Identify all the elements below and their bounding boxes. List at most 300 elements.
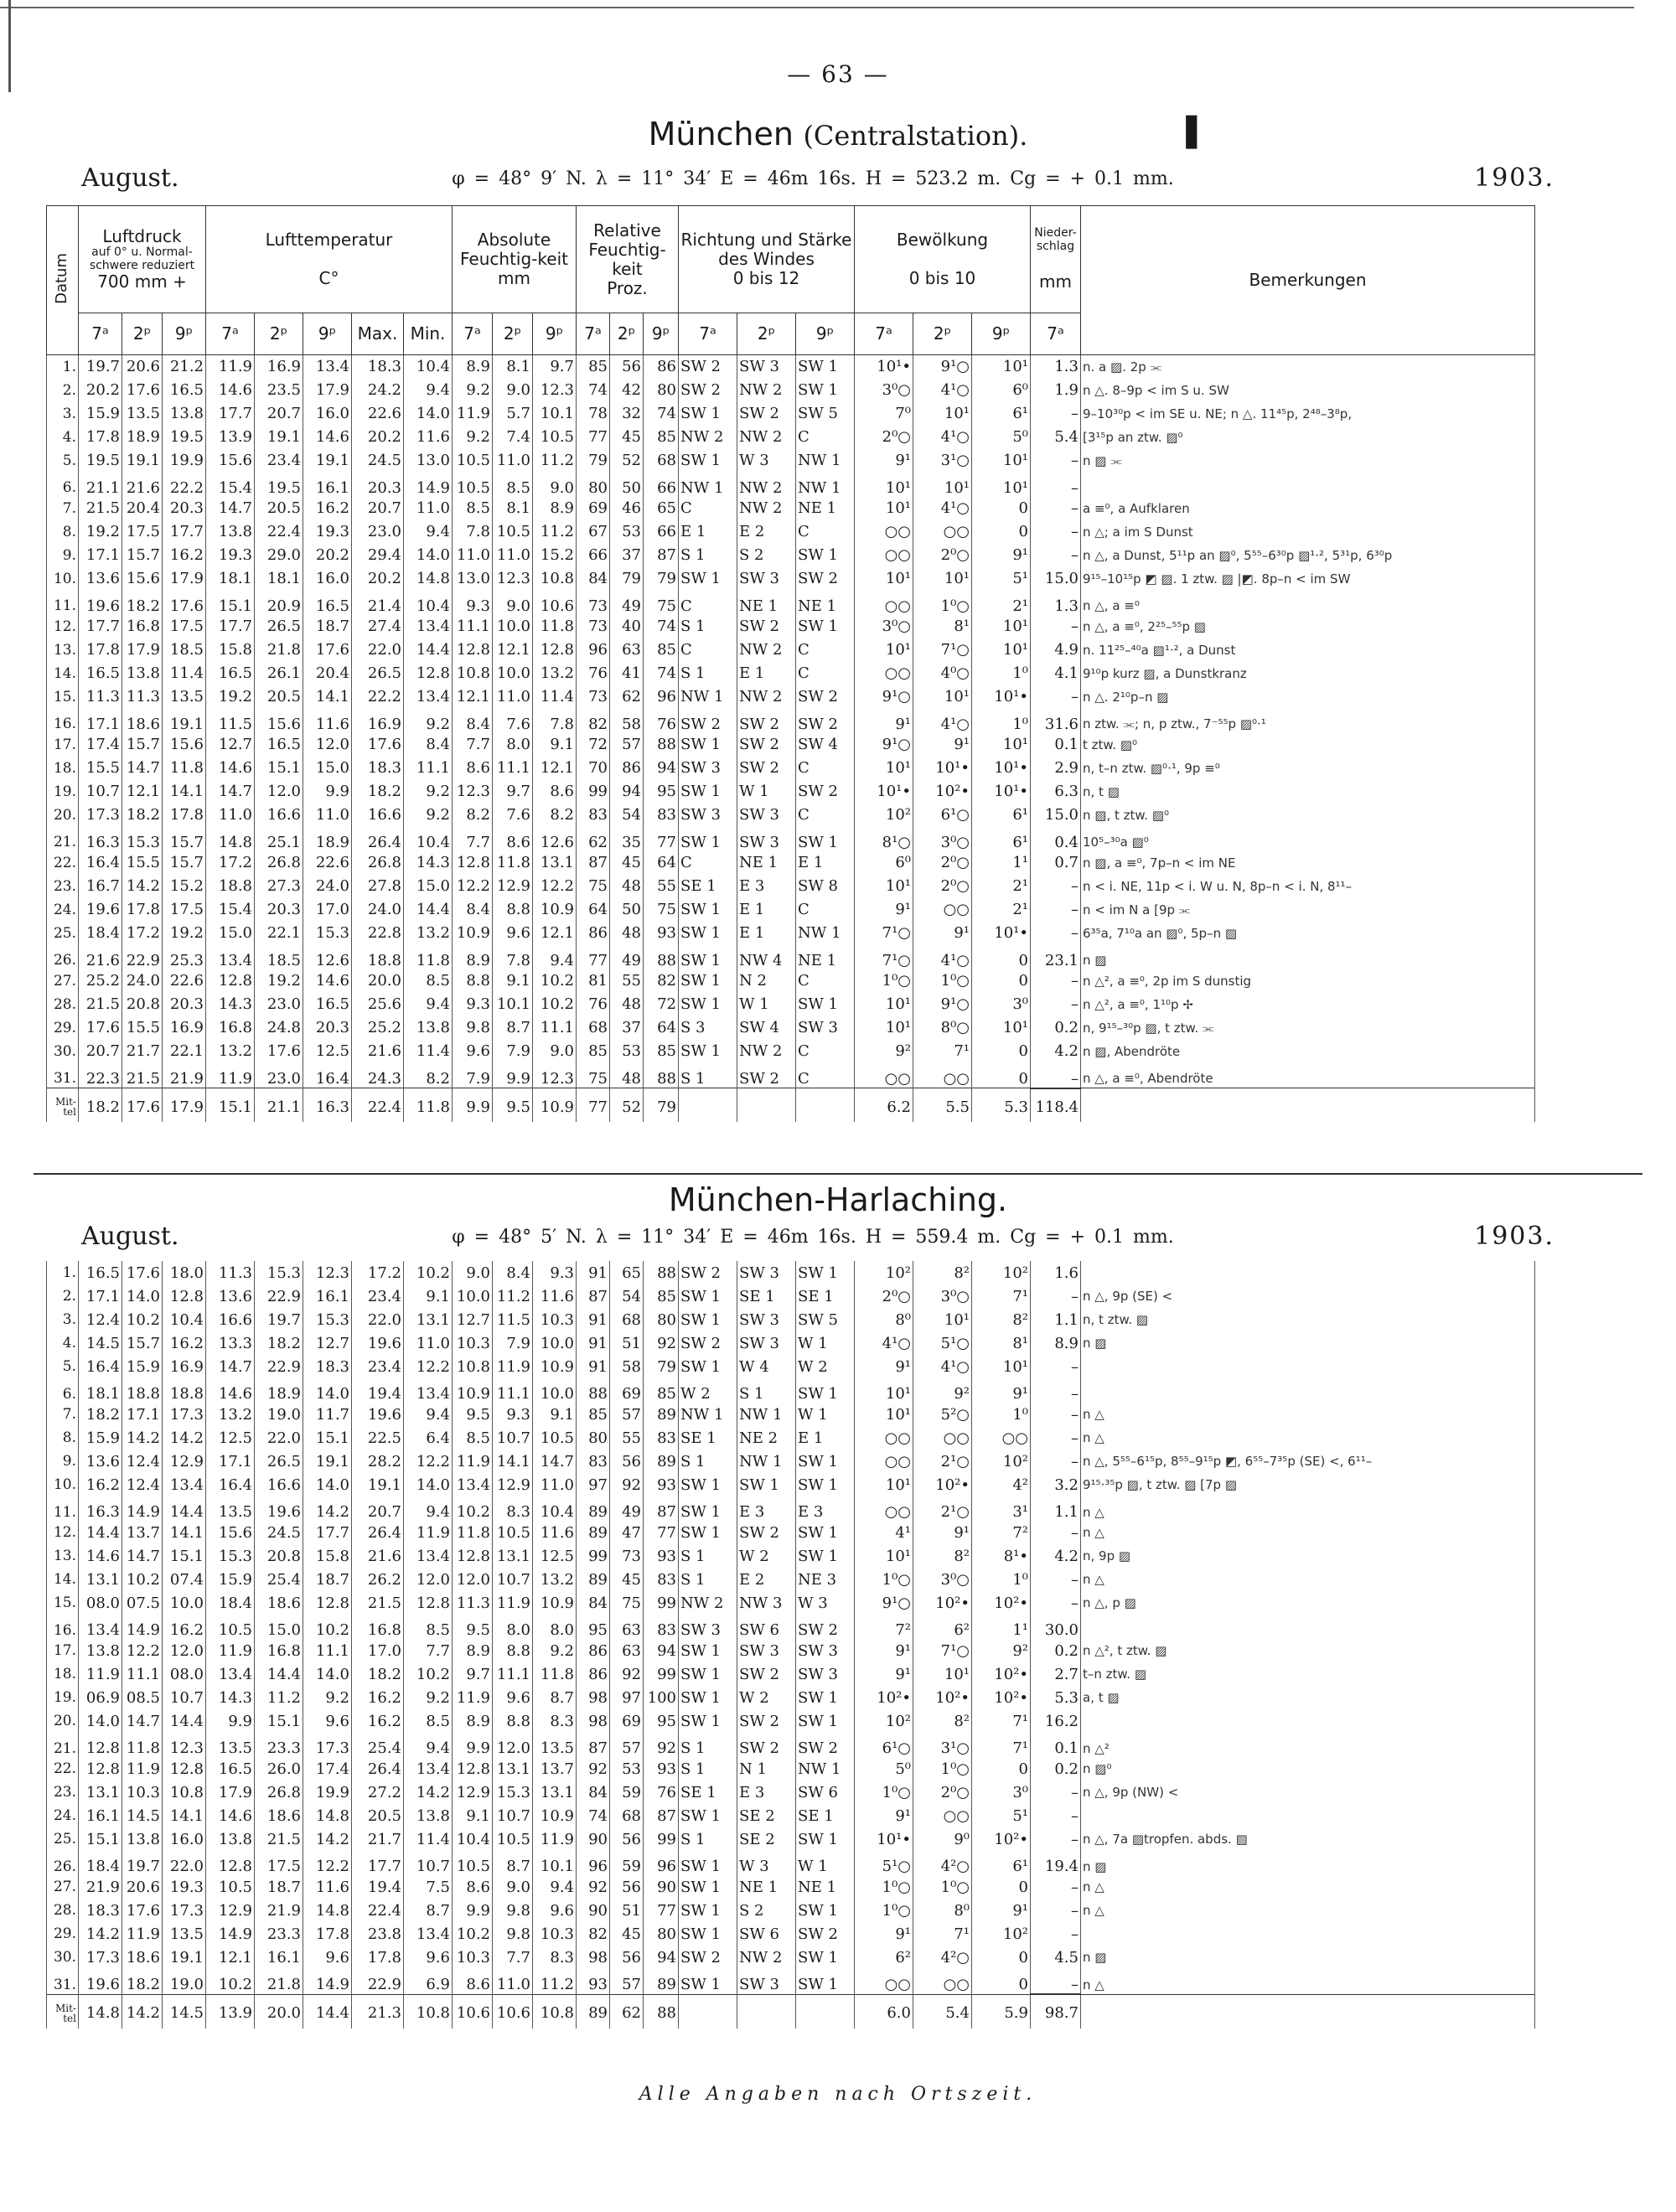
data-cell: 17.9	[122, 638, 163, 662]
data-cell: 22.4	[255, 520, 303, 544]
data-cell: 16.2	[163, 1615, 206, 1639]
data-cell: 10.0	[493, 662, 533, 685]
data-cell: ○○	[855, 662, 913, 685]
data-cell: 74	[644, 662, 679, 685]
data-cell: 14.4	[404, 898, 453, 922]
col-9p: 9ᵖ	[533, 313, 577, 355]
data-cell: 15.7	[122, 1331, 163, 1355]
table-row	[47, 1496, 1535, 1521]
data-cell: 14.3	[404, 851, 453, 875]
data-cell: 0.2	[1031, 1757, 1081, 1780]
data-cell: 13.5	[163, 1922, 206, 1946]
day-cell: 12.	[47, 1521, 79, 1544]
remark-cell: n △, a ≡⁰	[1081, 591, 1535, 615]
data-cell: NE 1	[737, 591, 796, 615]
data-cell: 13.2	[206, 1040, 255, 1063]
data-cell: 17.3	[79, 1946, 122, 1969]
data-cell: 24.0	[303, 875, 352, 898]
data-cell: 9.2	[404, 709, 453, 733]
mittel-cell: 10.9	[533, 1088, 577, 1123]
data-cell: 13.5	[206, 1733, 255, 1757]
data-cell: 8.3	[533, 1946, 577, 1969]
data-cell: 11.3	[79, 685, 122, 709]
data-cell: S 1	[737, 1378, 796, 1403]
data-cell: 22.9	[255, 1355, 303, 1378]
col-7a: 7ᵃ	[453, 313, 493, 355]
data-cell: 12.8	[453, 638, 493, 662]
data-cell: 10.9	[453, 922, 493, 945]
data-cell: 15.7	[122, 544, 163, 567]
data-cell: 15.3	[122, 827, 163, 851]
data-cell: 10.2	[122, 1568, 163, 1591]
data-cell: 22.6	[303, 851, 352, 875]
remark-cell	[1081, 473, 1535, 497]
data-cell: SW 3	[796, 1662, 855, 1686]
data-cell: SW 1	[679, 1686, 737, 1709]
data-cell: 9.4	[533, 945, 577, 969]
table-row	[47, 379, 1535, 402]
day-cell: 2.	[47, 379, 79, 402]
data-cell: 14.0	[404, 402, 453, 426]
data-cell: 10.5	[453, 1851, 493, 1875]
mittel-cell: 5.4	[913, 1994, 972, 2029]
data-cell: 13.6	[79, 567, 122, 591]
data-cell: 9¹	[913, 922, 972, 945]
day-cell: 17.	[47, 733, 79, 757]
data-cell: NW 1	[796, 449, 855, 473]
data-cell: 0	[972, 1757, 1031, 1780]
data-cell: 9.9	[453, 1899, 493, 1922]
data-cell: NW 1	[679, 685, 737, 709]
day-cell: 31.	[47, 1969, 79, 1994]
data-cell: 11.1	[493, 757, 533, 780]
data-cell: SW 1	[679, 567, 737, 591]
remark-cell	[1081, 1261, 1535, 1284]
data-cell: 8.9	[533, 497, 577, 520]
remark-cell: n △, p ▨	[1081, 1591, 1535, 1615]
col-7a: 7ᵃ	[577, 313, 610, 355]
data-cell: SW 1	[796, 379, 855, 402]
data-cell: 80	[644, 1308, 679, 1331]
data-cell: 18.2	[122, 1969, 163, 1994]
data-cell: SW 1	[679, 1899, 737, 1922]
data-cell: E 1	[679, 520, 737, 544]
data-cell: 21.5	[79, 993, 122, 1016]
data-cell: C	[796, 969, 855, 993]
data-cell: 4¹○	[913, 497, 972, 520]
data-cell: 85	[577, 355, 610, 379]
day-cell: 4.	[47, 426, 79, 449]
data-cell: 14.9	[122, 1496, 163, 1521]
data-cell: 9.1	[533, 733, 577, 757]
data-cell: 07.4	[163, 1568, 206, 1591]
data-cell: 14.2	[122, 875, 163, 898]
data-cell: 17.6	[122, 1899, 163, 1922]
data-cell: 20.0	[352, 969, 404, 993]
data-cell: 18.1	[206, 567, 255, 591]
data-cell: 7¹○	[913, 1639, 972, 1662]
data-cell: 0.4	[1031, 827, 1081, 851]
data-cell: 9.1	[453, 1804, 493, 1827]
data-cell: –	[1031, 615, 1081, 638]
day-cell: 24.	[47, 1804, 79, 1827]
mittel-cell: 118.4	[1031, 1088, 1081, 1123]
data-cell: 15.1	[79, 1827, 122, 1851]
day-cell: 3.	[47, 402, 79, 426]
data-cell: 4¹○	[855, 1331, 913, 1355]
data-cell: 11.2	[533, 1969, 577, 1994]
data-cell: 15.2	[163, 875, 206, 898]
data-cell: 1⁰	[972, 662, 1031, 685]
data-cell: 10²•	[913, 1473, 972, 1496]
data-cell: 15.0	[1031, 804, 1081, 827]
table-row	[47, 1757, 1535, 1780]
data-cell: 19.1	[303, 449, 352, 473]
data-cell: SW 1	[679, 1308, 737, 1331]
data-cell: SW 1	[679, 945, 737, 969]
table-row	[47, 922, 1535, 945]
data-cell: SW 1	[679, 1521, 737, 1544]
data-cell: C	[796, 638, 855, 662]
mittel-cell: 16.3	[303, 1088, 352, 1123]
data-cell: 8.4	[453, 898, 493, 922]
data-cell: 35	[610, 827, 644, 851]
data-cell: 18.3	[352, 757, 404, 780]
data-cell: 22.5	[352, 1426, 404, 1450]
data-cell: N 2	[737, 969, 796, 993]
data-cell: 10.8	[533, 567, 577, 591]
data-cell: 20.3	[352, 473, 404, 497]
data-cell: 8.9	[453, 355, 493, 379]
data-cell: 12.1	[122, 780, 163, 804]
section2-header-line	[71, 1222, 1554, 1255]
day-cell: 19.	[47, 780, 79, 804]
data-cell: SW 1	[796, 355, 855, 379]
data-cell: 2¹○	[913, 1496, 972, 1521]
data-cell: 08.0	[79, 1591, 122, 1615]
data-cell: SW 3	[737, 567, 796, 591]
table-row	[47, 1544, 1535, 1568]
data-cell: ○○	[913, 1063, 972, 1088]
data-cell: SW 1	[679, 1709, 737, 1733]
data-cell: 12.8	[206, 969, 255, 993]
data-cell: 10.0	[533, 1378, 577, 1403]
table-row	[47, 449, 1535, 473]
temp-header: Lufttemperatur C°	[206, 206, 453, 313]
table-row	[47, 1615, 1535, 1639]
data-cell: NW 3	[737, 1591, 796, 1615]
data-cell: 08.0	[163, 1662, 206, 1686]
data-cell: W 3	[737, 1851, 796, 1875]
data-cell: W 2	[737, 1544, 796, 1568]
day-cell: 21.	[47, 1733, 79, 1757]
data-cell: 8.8	[493, 1709, 533, 1733]
data-cell: 94	[644, 1946, 679, 1969]
col-2p: 2ᵖ	[122, 313, 163, 355]
data-cell: 10¹	[855, 757, 913, 780]
data-cell: 93	[644, 922, 679, 945]
data-cell: 66	[644, 473, 679, 497]
mittel-cell: 21.1	[255, 1088, 303, 1123]
data-cell: 13.7	[533, 1757, 577, 1780]
data-cell: 6²	[855, 1946, 913, 1969]
data-cell: 18.7	[303, 615, 352, 638]
table-row	[47, 1040, 1535, 1063]
data-cell: C	[796, 757, 855, 780]
data-cell: 22.8	[352, 922, 404, 945]
data-cell: 16.7	[79, 875, 122, 898]
data-cell: 9.1	[493, 969, 533, 993]
data-cell: 0	[972, 1946, 1031, 1969]
data-cell: 9²	[913, 1378, 972, 1403]
remark-cell: n, t ▨	[1081, 780, 1535, 804]
data-cell: SW 1	[679, 969, 737, 993]
data-cell: 22.9	[352, 1969, 404, 1994]
data-cell: 26.1	[255, 662, 303, 685]
data-cell: SW 1	[679, 1040, 737, 1063]
data-cell: 84	[577, 1780, 610, 1804]
data-cell: 13.7	[122, 1521, 163, 1544]
table-row	[47, 1969, 1535, 1994]
data-cell: 12.9	[493, 1473, 533, 1496]
data-cell: 16.2	[163, 544, 206, 567]
data-cell: 7.6	[493, 709, 533, 733]
data-cell: 3⁰○	[913, 827, 972, 851]
data-cell: 11.7	[303, 1403, 352, 1426]
data-cell: 9.6	[493, 922, 533, 945]
data-cell: 12.1	[533, 922, 577, 945]
data-cell: 4¹○	[913, 945, 972, 969]
data-cell: 5¹○	[913, 1331, 972, 1355]
data-cell: 10.4	[404, 355, 453, 379]
data-cell: 10.5	[533, 426, 577, 449]
data-cell: SW 3	[796, 1639, 855, 1662]
data-cell: 10²•	[913, 780, 972, 804]
data-cell: C	[796, 520, 855, 544]
data-cell: 10.9	[533, 898, 577, 922]
data-cell: 12.6	[533, 827, 577, 851]
data-cell: 15.8	[303, 1544, 352, 1568]
data-cell: 47	[610, 1521, 644, 1544]
data-cell: 69	[577, 497, 610, 520]
data-cell: 11.6	[533, 1521, 577, 1544]
day-cell: 28.	[47, 1899, 79, 1922]
data-cell: 75	[644, 898, 679, 922]
data-cell: 10.7	[79, 780, 122, 804]
data-cell: 13.1	[533, 851, 577, 875]
data-cell: 16.4	[79, 851, 122, 875]
remark-cell: n. a ▨. 2p ⫘	[1081, 355, 1535, 379]
mittel-cell: 98.7	[1031, 1994, 1081, 2029]
data-cell: 16.2	[79, 1473, 122, 1496]
data-cell: SW 3	[679, 804, 737, 827]
data-cell: 13.5	[533, 1733, 577, 1757]
mittel-empty-cell	[737, 1088, 796, 1123]
data-cell: 8.7	[533, 1686, 577, 1709]
table-row	[47, 1851, 1535, 1875]
data-cell: 0	[972, 1040, 1031, 1063]
table-row	[47, 1662, 1535, 1686]
abs-header: Absolute Feuchtig-keit mm	[453, 206, 577, 313]
data-cell: 17.1	[79, 1284, 122, 1308]
data-cell: 5¹	[972, 1804, 1031, 1827]
data-cell: 9¹	[972, 544, 1031, 567]
col-max: Max.	[352, 313, 404, 355]
data-cell: 3¹○	[913, 1733, 972, 1757]
data-cell: 90	[577, 1827, 610, 1851]
data-cell: 65	[644, 497, 679, 520]
data-cell: –	[1031, 1804, 1081, 1827]
data-cell: 24.8	[255, 1016, 303, 1040]
data-cell: 10.5	[453, 473, 493, 497]
data-cell: 17.5	[255, 1851, 303, 1875]
data-cell: 7¹	[972, 1284, 1031, 1308]
data-cell: C	[796, 1040, 855, 1063]
data-cell: 13.6	[79, 1450, 122, 1473]
data-cell: 7¹	[913, 1922, 972, 1946]
data-cell: 18.6	[255, 1591, 303, 1615]
data-cell: –	[1031, 969, 1081, 993]
mittel-cell: 11.8	[404, 1088, 453, 1123]
data-cell: 11.1	[303, 1639, 352, 1662]
mittel-cell: 9.9	[453, 1088, 493, 1123]
table-row	[47, 520, 1535, 544]
data-cell: 11.9	[206, 1639, 255, 1662]
data-cell: 11.9	[453, 1686, 493, 1709]
data-cell: 10.9	[533, 1355, 577, 1378]
data-cell: 18.8	[163, 1378, 206, 1403]
data-cell: 9¹○	[913, 993, 972, 1016]
data-cell: 6¹	[972, 804, 1031, 827]
data-cell: 14.4	[79, 1521, 122, 1544]
data-cell: NW 2	[737, 426, 796, 449]
data-cell: 45	[610, 1922, 644, 1946]
data-cell: SW 1	[679, 898, 737, 922]
data-cell: NE 1	[737, 851, 796, 875]
table-row	[47, 1827, 1535, 1851]
table-row	[47, 1733, 1535, 1757]
data-cell: 81	[577, 969, 610, 993]
table-row	[47, 1709, 1535, 1733]
data-cell: 16.0	[303, 567, 352, 591]
data-cell: 54	[610, 1284, 644, 1308]
data-cell: 11.8	[163, 757, 206, 780]
data-cell: SW 1	[679, 733, 737, 757]
data-cell: 88	[577, 1378, 610, 1403]
data-cell: 19.3	[163, 1875, 206, 1899]
data-cell: 7.9	[453, 1063, 493, 1088]
data-cell: SW 6	[796, 1780, 855, 1804]
data-cell: 10¹	[913, 1308, 972, 1331]
data-cell: 8²	[972, 1308, 1031, 1331]
data-cell: 28.2	[352, 1450, 404, 1473]
data-cell: 11.0	[404, 1331, 453, 1355]
data-cell: 10²	[855, 804, 913, 827]
data-cell: 83	[644, 1568, 679, 1591]
data-cell: 10¹	[913, 685, 972, 709]
data-cell: 11.0	[303, 804, 352, 827]
data-cell: 73	[577, 685, 610, 709]
data-cell: 70	[577, 757, 610, 780]
data-cell: 10¹	[855, 567, 913, 591]
data-cell: 6¹	[972, 402, 1031, 426]
remark-cell: n △, 9p (SE) <	[1081, 1284, 1535, 1308]
data-cell: ○○	[913, 1969, 972, 1994]
data-cell: 15.0	[255, 1615, 303, 1639]
data-cell: 88	[644, 945, 679, 969]
data-cell: 98	[577, 1946, 610, 1969]
data-cell: 12.9	[453, 1780, 493, 1804]
remark-cell: n < im N a [9p ⫘	[1081, 898, 1535, 922]
data-cell: 89	[644, 1403, 679, 1426]
data-cell: 18.2	[79, 1403, 122, 1426]
data-cell: 2⁰○	[913, 851, 972, 875]
data-cell: 23.0	[255, 993, 303, 1016]
data-cell: 12.5	[303, 1040, 352, 1063]
table-row	[47, 757, 1535, 780]
table-row	[47, 993, 1535, 1016]
data-cell: 62	[577, 827, 610, 851]
data-cell: 12.8	[453, 851, 493, 875]
data-cell: 19.1	[303, 1450, 352, 1473]
data-cell: 14.2	[79, 1922, 122, 1946]
data-cell: NW 1	[737, 1450, 796, 1473]
data-cell: C	[796, 662, 855, 685]
data-cell: SW 1	[679, 1662, 737, 1686]
data-cell: SW 2	[796, 1615, 855, 1639]
data-cell: 14.8	[303, 1804, 352, 1827]
data-cell: 99	[644, 1662, 679, 1686]
data-cell: 5.3	[1031, 1686, 1081, 1709]
data-cell: 20.7	[352, 497, 404, 520]
data-cell: 17.1	[79, 709, 122, 733]
day-cell: 23.	[47, 1780, 79, 1804]
data-cell: 17.3	[79, 804, 122, 827]
data-cell: 1⁰○	[855, 1780, 913, 1804]
data-cell: 14.1	[163, 1521, 206, 1544]
data-cell: 10¹	[972, 733, 1031, 757]
data-cell: 22.0	[352, 1308, 404, 1331]
data-cell: SW 1	[737, 1473, 796, 1496]
data-cell: 12.8	[206, 1851, 255, 1875]
data-cell: 23.3	[255, 1733, 303, 1757]
data-cell: SW 1	[796, 1946, 855, 1969]
mittel-cell: 14.4	[303, 1994, 352, 2029]
data-cell: 15.3	[303, 1308, 352, 1331]
data-cell: 16.8	[352, 1615, 404, 1639]
data-cell: SW 1	[679, 1473, 737, 1496]
data-cell: 11.8	[404, 945, 453, 969]
data-cell: 19.1	[163, 1946, 206, 1969]
data-cell: 6.9	[404, 1969, 453, 1994]
data-cell: 17.4	[79, 733, 122, 757]
table-row	[47, 898, 1535, 922]
data-cell: 2⁰○	[913, 1780, 972, 1804]
mittel-cell: 88	[644, 1994, 679, 2029]
data-cell: 25.2	[79, 969, 122, 993]
remark-cell: n △, 5⁵⁵–6¹⁵p, 8⁵⁵–9¹⁵p ◩, 6⁵⁵–7³⁵p (SE) <, 6¹¹–	[1081, 1450, 1535, 1473]
data-cell: 11.0	[493, 1969, 533, 1994]
data-cell: 99	[644, 1827, 679, 1851]
data-cell: 7²	[972, 1521, 1031, 1544]
data-cell: 19.1	[163, 709, 206, 733]
data-cell: 19.5	[255, 473, 303, 497]
data-cell: 0	[972, 969, 1031, 993]
day-cell: 20.	[47, 1709, 79, 1733]
luftdruck-header: Luftdruck auf 0° u. Normal-schwere reduziert 700 mm +	[79, 206, 206, 313]
data-cell: 75	[577, 1063, 610, 1088]
mittel-label: Mit-tel	[47, 1994, 79, 2029]
